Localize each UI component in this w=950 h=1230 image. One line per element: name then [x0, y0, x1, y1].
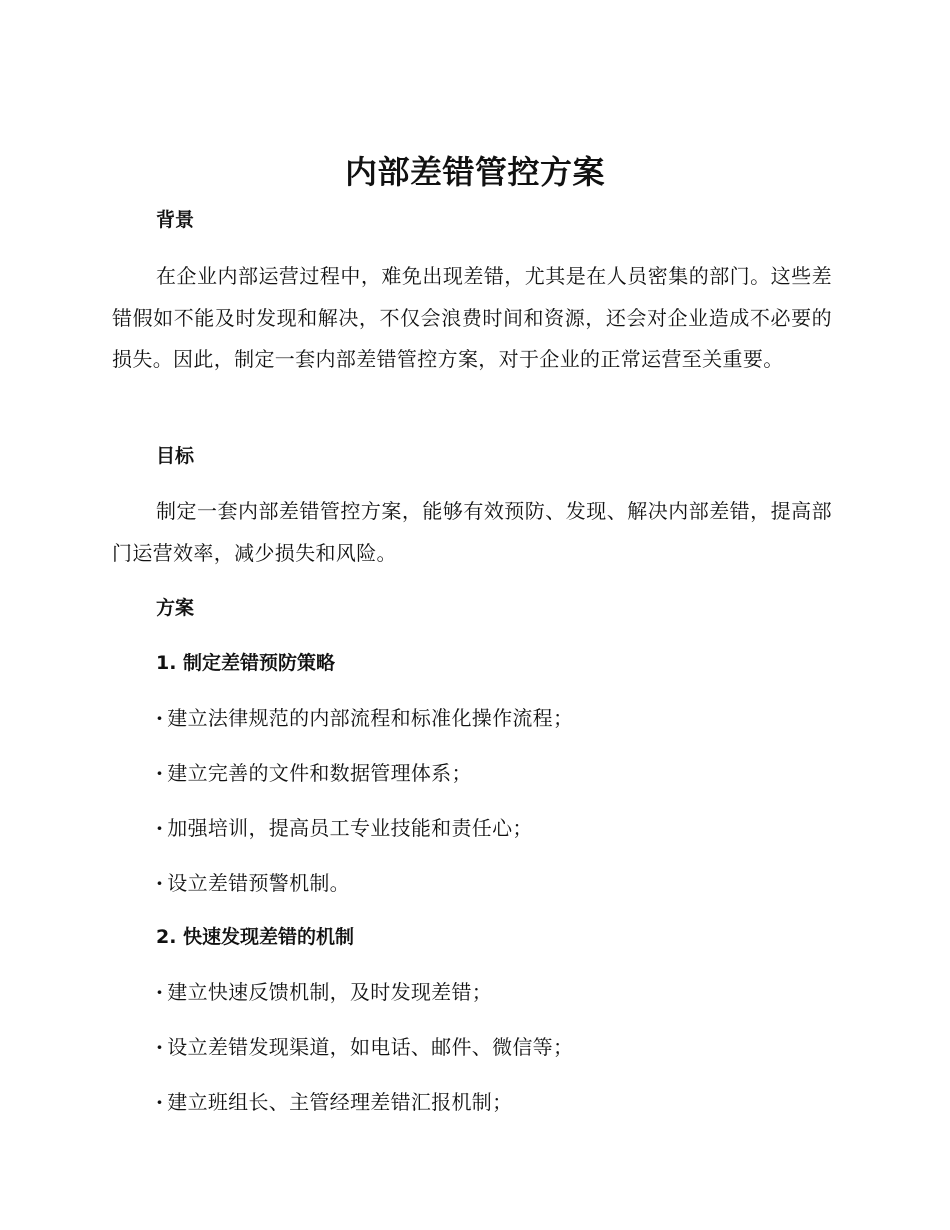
list-item-text: 建立完善的文件和数据管理体系；	[167, 761, 472, 785]
list-item	[156, 868, 350, 898]
list-item	[156, 1087, 512, 1117]
document-title: 内部差错管控方案	[344, 153, 605, 191]
list-item	[156, 813, 533, 843]
bullet-icon: ·	[156, 871, 164, 895]
background-paragraph: 在企业内部运营过程中，难免出现差错，尤其是在人员密集的部门。这些差错假如不能及时发现和解决，不仅会浪费时间和资源，还会对企业造成不必要的损失。因此，制定一套内部差错管控方案，对于企业的正常运营至关重要。	[112, 264, 832, 371]
list-item-text: 建立班组长、主管经理差错汇报机制；	[167, 1090, 513, 1114]
list-item	[156, 1032, 573, 1062]
bullet-icon: ·	[156, 706, 164, 730]
bullet-icon: ·	[156, 1090, 164, 1114]
list-item-text: 建立法律规范的内部流程和标准化操作流程；	[167, 706, 574, 730]
list-item-text: 建立快速反馈机制，及时发现差错；	[167, 980, 493, 1004]
subsection-heading-prevention: 1. 制定差错预防策略	[156, 652, 336, 674]
bullet-icon: ·	[156, 761, 164, 785]
section-heading-goal: 目标	[156, 445, 195, 467]
list-item-text: 设立差错发现渠道，如电话、邮件、微信等；	[167, 1035, 574, 1059]
list-item-text: 设立差错预警机制。	[167, 871, 350, 895]
list-item	[156, 758, 472, 788]
subsection-heading-detection: 2. 快速发现差错的机制	[156, 926, 355, 948]
list-item-text: 加强培训，提高员工专业技能和责任心；	[167, 816, 533, 840]
bullet-icon: ·	[156, 1035, 164, 1059]
bullet-icon: ·	[156, 816, 164, 840]
goal-paragraph: 制定一套内部差错管控方案，能够有效预防、发现、解决内部差错，提高部门运营效率，减少损失和风险。	[112, 499, 832, 565]
bullet-icon: ·	[156, 980, 164, 1004]
section-heading-background: 背景	[156, 209, 195, 231]
section-heading-plan: 方案	[156, 597, 195, 619]
list-item	[156, 977, 492, 1007]
list-item	[156, 703, 573, 733]
